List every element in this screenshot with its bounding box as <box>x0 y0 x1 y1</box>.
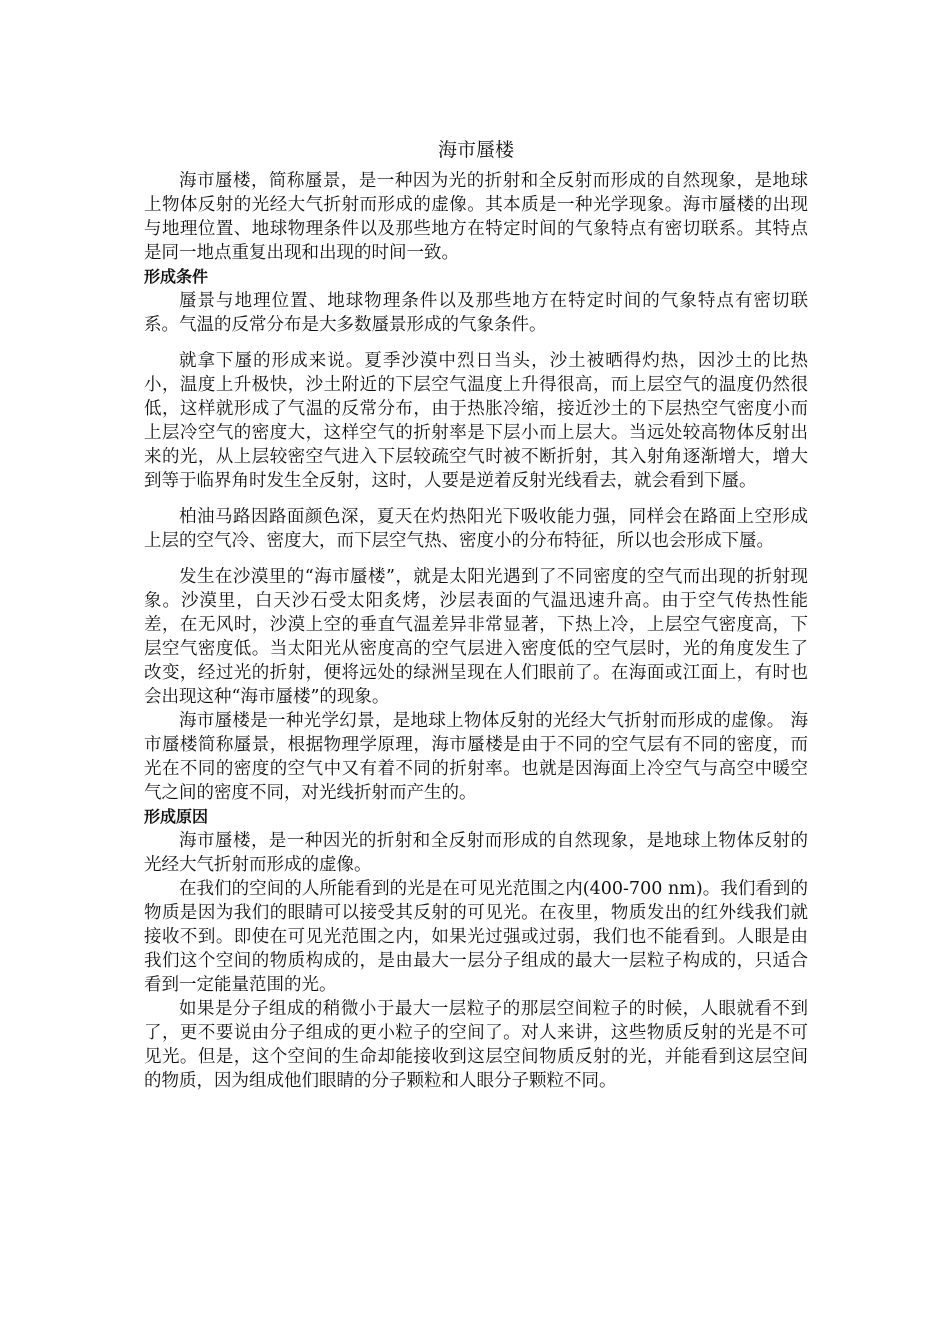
causes-paragraph-1: 海市蜃楼，是一种因光的折射和全反射而形成的自然现象，是地球上物体反射的光经大气折射而形成的虚像。 <box>144 831 808 875</box>
causes-paragraph-2: 在我们的空间的人所能看到的光是在可见光范围之内(400-700 nm)。我们看到的物质是因为我们的眼睛可以接受其反射的可见光。在夜里，物质发出的红外线我们就接收不到。即使在可见光范围之内，如果光过强或过弱，我们也不能看到。人眼是由我们这个空间的物质构成的，是由最大一层分子组成的最大一层粒子构成的，只适合看到一定能量范围的光。 <box>144 879 808 995</box>
document-page <box>144 135 808 1093</box>
causes-paragraph-3: 如果是分子组成的稍微小于最大一层粒子的那层空间粒子的时候，人眼就看不到了，更不要说由分子组成的更小粒子的空间了。对人来讲，这些物质反射的光是不可见光。但是，这个空间的生命却能接收到这层空间物质反射的光，并能看到这层空间的物质，因为组成他们眼睛的分子颗粒和人眼分子颗粒不同。 <box>144 999 808 1091</box>
intro-paragraph: 海市蜃楼，简称蜃景，是一种因为光的折射和全反射而形成的自然现象，是地球上物体反射的光经大气折射而形成的虚像。其本质是一种光学现象。海市蜃楼的出现与地理位置、地球物理条件以及那些地方在特定时间的气象特点有密切联系。其特点是同一地点重复出现和出现的时间一致。 <box>144 171 808 263</box>
conditions-paragraph-1: 蜃景与地理位置、地球物理条件以及那些地方在特定时间的气象特点有密切联系。气温的反常分布是大多数蜃景形成的气象条件。 <box>144 291 808 335</box>
section-heading-formation-conditions: 形成条件 <box>144 267 209 286</box>
conditions-paragraph-3: 柏油马路因路面颜色深，夏天在灼热阳光下吸收能力强，同样会在路面上空形成上层的空气冷、密度大，而下层空气热、密度小的分布特征，所以也会形成下蜃。 <box>144 507 808 551</box>
section-heading-formation-causes: 形成原因 <box>144 807 209 826</box>
document-title: 海市蜃楼 <box>437 139 514 161</box>
conditions-paragraph-2: 就拿下蜃的形成来说。夏季沙漠中烈日当头，沙土被晒得灼热，因沙土的比热小，温度上升极快，沙土附近的下层空气温度上升得很高，而上层空气的温度仍然很低，这样就形成了气温的反常分布，由于热胀冷缩，接近沙土的下层热空气密度小而上层冷空气的密度大，这样空气的折射率是下层小而上层大。当远处较高物体反射出来的光，从上层较密空气进入下层较疏空气时被不断折射，其入射角逐渐增大，增大到等于临界角时发生全反射，这时，人要是逆着反射光线看去，就会看到下蜃。 <box>144 351 808 491</box>
conditions-paragraph-5: 海市蜃楼是一种光学幻景，是地球上物体反射的光经大气折射而形成的虚像。 海市蜃楼简称蜃景，根据物理学原理，海市蜃楼是由于不同的空气层有不同的密度，而光在不同的密度的空气中又有着不同的折射率。也就是因海面上冷空气与高空中暖空气之间的密度不同，对光线折射而产生的。 <box>144 711 808 803</box>
conditions-paragraph-4: 发生在沙漠里的“海市蜃楼”，就是太阳光遇到了不同密度的空气而出现的折射现象。沙漠里，白天沙石受太阳炙烤，沙层表面的气温迅速升高。由于空气传热性能差，在无风时，沙漠上空的垂直气温差异非常显著，下热上冷，上层空气密度高，下层空气密度低。当太阳光从密度高的空气层进入密度低的空气层时，光的角度发生了改变，经过光的折射，便将远处的绿洲呈现在人们眼前了。在海面或江面上，有时也会出现这种“海市蜃楼”的现象。 <box>144 567 808 707</box>
